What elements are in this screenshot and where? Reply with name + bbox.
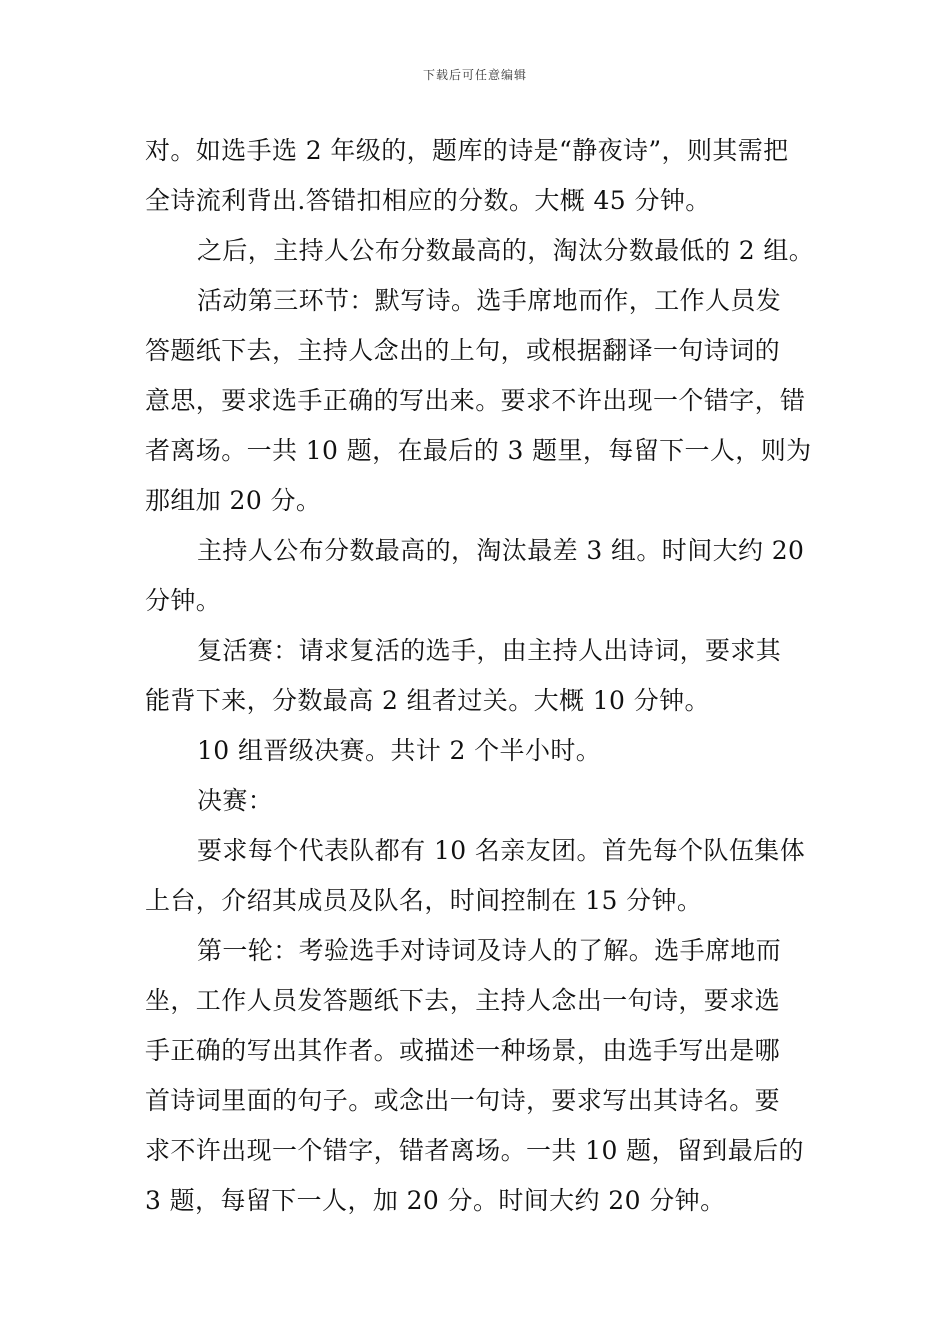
text-line: 能背下来，分数最高 2 组者过关。大概 10 分钟。	[145, 686, 710, 715]
text-line: 3 题，每留下一人，加 20 分。时间大约 20 分钟。	[145, 1186, 726, 1215]
text-line: 主持人公布分数最高的，淘汰最差 3 组。时间大约 20	[197, 536, 805, 565]
text-line: 求不许出现一个错字，错者离场。一共 10 题，留到最后的	[145, 1136, 804, 1165]
text-line: 意思，要求选手正确的写出来。要求不许出现一个错字，错	[145, 386, 806, 415]
text-line: 上台，介绍其成员及队名，时间控制在 15 分钟。	[145, 886, 703, 915]
text-line: 复活赛：请求复活的选手，由主持人出诗词，要求其	[197, 636, 782, 665]
text-line: 手正确的写出其作者。或描述一种场景，由选手写出是哪	[145, 1036, 781, 1065]
text-line: 分钟。	[145, 586, 222, 615]
text-line: 之后，主持人公布分数最高的，淘汰分数最低的 2 组。	[197, 236, 815, 265]
text-line: 者离场。一共 10 题，在最后的 3 题里，每留下一人，则为	[145, 436, 812, 465]
text-line: 对。如选手选 2 年级的，题库的诗是“静夜诗”，则其需把	[145, 136, 789, 165]
text-line: 首诗词里面的句子。或念出一句诗，要求写出其诗名。要	[145, 1086, 781, 1115]
text-line: 第一轮：考验选手对诗词及诗人的了解。选手席地而	[197, 936, 782, 965]
text-line: 活动第三环节：默写诗。选手席地而作，工作人员发	[197, 286, 782, 315]
text-line: 全诗流利背出.答错扣相应的分数。大概 45 分钟。	[145, 186, 711, 215]
text-line: 坐，工作人员发答题纸下去，主持人念出一句诗，要求选	[145, 986, 781, 1015]
text-line: 答题纸下去，主持人念出的上句，或根据翻译一句诗词的	[145, 336, 781, 365]
page-header: 下载后可任意编辑	[422, 68, 527, 82]
text-line: 决赛：	[197, 786, 274, 815]
text-line: 要求每个代表队都有 10 名亲友团。首先每个队伍集体	[197, 836, 806, 865]
text-line: 10 组晋级决赛。共计 2 个半小时。	[197, 736, 602, 765]
text-line: 那组加 20 分。	[145, 486, 322, 515]
